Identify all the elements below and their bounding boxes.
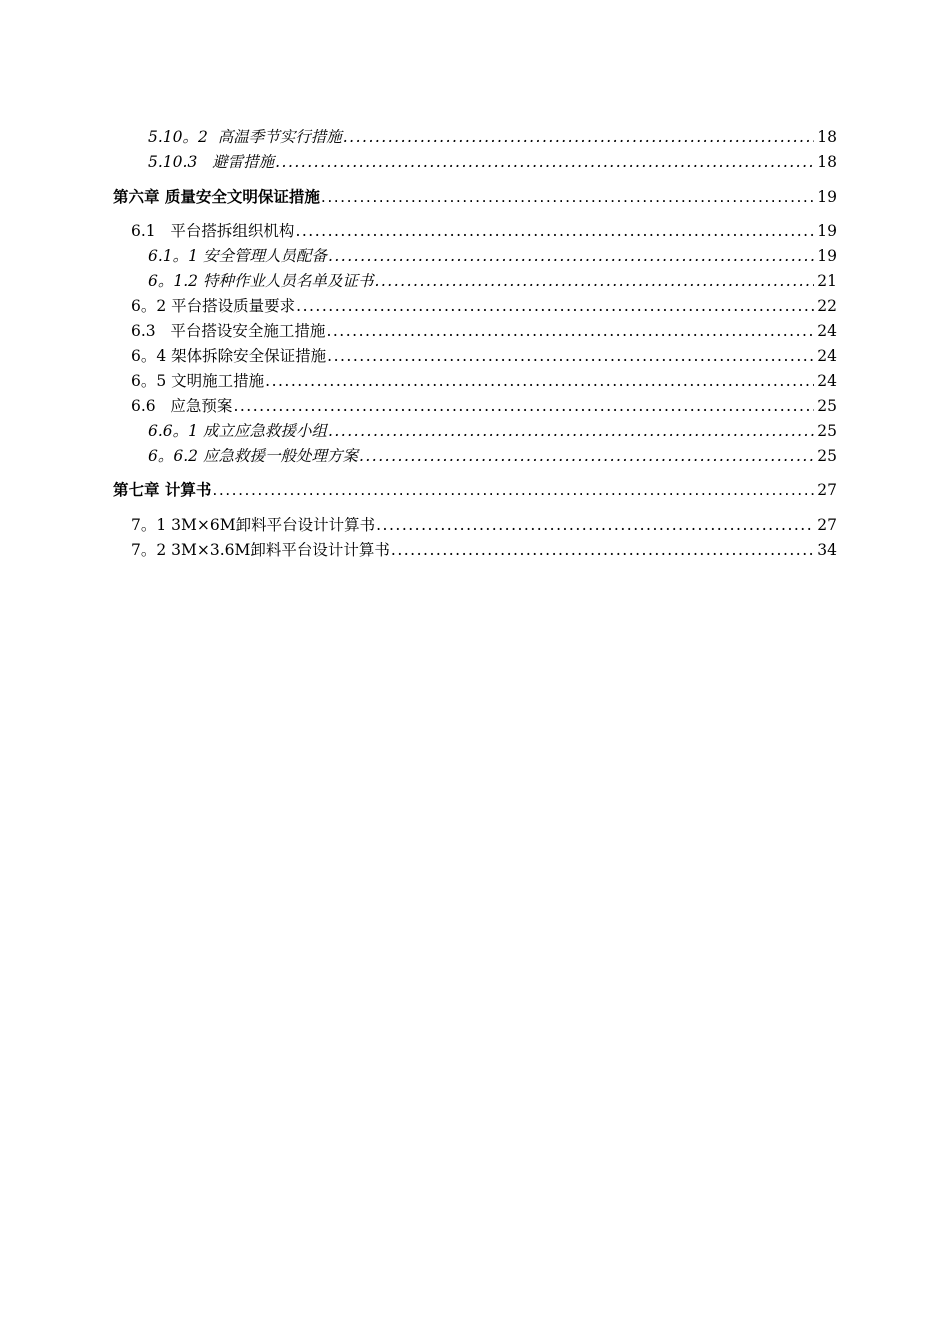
dot-leader <box>327 345 814 367</box>
toc-entry-page: 24 <box>817 347 837 365</box>
dot-leader <box>326 320 814 342</box>
toc-entry[interactable] <box>148 151 837 173</box>
toc-chapter-entry[interactable] <box>113 186 837 208</box>
dot-leader <box>359 445 814 467</box>
dot-leader <box>343 126 815 148</box>
dot-leader <box>296 295 814 317</box>
toc-entry-page: 25 <box>817 422 837 440</box>
toc-entry[interactable] <box>131 539 837 561</box>
toc-entry-page: 24 <box>817 372 837 390</box>
toc-entry-page: 34 <box>817 541 837 559</box>
toc-entry-page: 27 <box>817 516 837 534</box>
toc-entry-label: 6。4 架体拆除安全保证措施 <box>131 347 327 365</box>
toc-entry-label: 6。1.2 特种作业人员名单及证书 <box>148 272 374 290</box>
toc-entry-page: 19 <box>817 247 837 265</box>
toc-entry[interactable] <box>148 445 837 467</box>
toc-entry-page: 19 <box>817 188 837 206</box>
toc-entry[interactable] <box>148 420 837 442</box>
dot-leader <box>212 479 814 501</box>
toc-entry[interactable] <box>131 345 837 367</box>
toc-entry-page: 18 <box>817 128 837 146</box>
dot-leader <box>321 186 814 208</box>
toc-entry-page: 25 <box>817 397 837 415</box>
toc-entry-label: 6.6 应急预案 <box>131 397 233 415</box>
toc-entry-label: 第七章 计算书 <box>113 481 212 499</box>
toc-entry-label: 6。6.2 应急救援一般处理方案 <box>148 447 358 465</box>
dot-leader <box>295 220 814 242</box>
toc-entry[interactable] <box>131 320 837 342</box>
toc-entry-label: 5.10.3 避雷措施 <box>148 153 275 171</box>
toc-entry[interactable] <box>148 126 837 148</box>
toc-chapter-entry[interactable] <box>113 479 837 501</box>
toc-entry[interactable] <box>131 295 837 317</box>
toc-entry-label: 7。2 3M×3.6M卸料平台设计计算书 <box>131 541 390 559</box>
dot-leader <box>391 539 814 561</box>
toc-entry[interactable] <box>131 220 837 242</box>
toc-entry-label: 6.6。1 成立应急救援小组 <box>148 422 327 440</box>
dot-leader <box>233 395 814 417</box>
toc-entry-label: 7。1 3M×6M卸料平台设计计算书 <box>131 516 376 534</box>
toc-entry-label: 6.1。1 安全管理人员配备 <box>148 247 327 265</box>
toc-entry-label: 5.10。2 高温季节实行措施 <box>148 128 342 146</box>
toc-entry-page: 25 <box>817 447 837 465</box>
dot-leader <box>275 151 814 173</box>
toc-entry[interactable] <box>131 370 837 392</box>
dot-leader <box>374 270 814 292</box>
toc-entry-page: 18 <box>817 153 837 171</box>
toc-entry[interactable] <box>148 270 837 292</box>
toc-entry-label: 6.1 平台搭拆组织机构 <box>131 222 295 240</box>
dot-leader <box>265 370 814 392</box>
toc-entry-label: 6。2 平台搭设质量要求 <box>131 297 296 315</box>
toc-entry-page: 19 <box>817 222 837 240</box>
dot-leader <box>376 514 814 536</box>
dot-leader <box>328 245 814 267</box>
toc-entry-label: 6.3 平台搭设安全施工措施 <box>131 322 326 340</box>
toc-entry[interactable] <box>131 395 837 417</box>
toc-entry-page: 22 <box>817 297 837 315</box>
toc-entry-label: 6。5 文明施工措施 <box>131 372 265 390</box>
toc-entry-page: 21 <box>817 272 837 290</box>
dot-leader <box>328 420 814 442</box>
toc-entry-page: 27 <box>817 481 837 499</box>
toc-entry-label: 第六章 质量安全文明保证措施 <box>113 188 320 206</box>
toc-entry-page: 24 <box>817 322 837 340</box>
toc-entry[interactable] <box>148 245 837 267</box>
toc-entry[interactable] <box>131 514 837 536</box>
